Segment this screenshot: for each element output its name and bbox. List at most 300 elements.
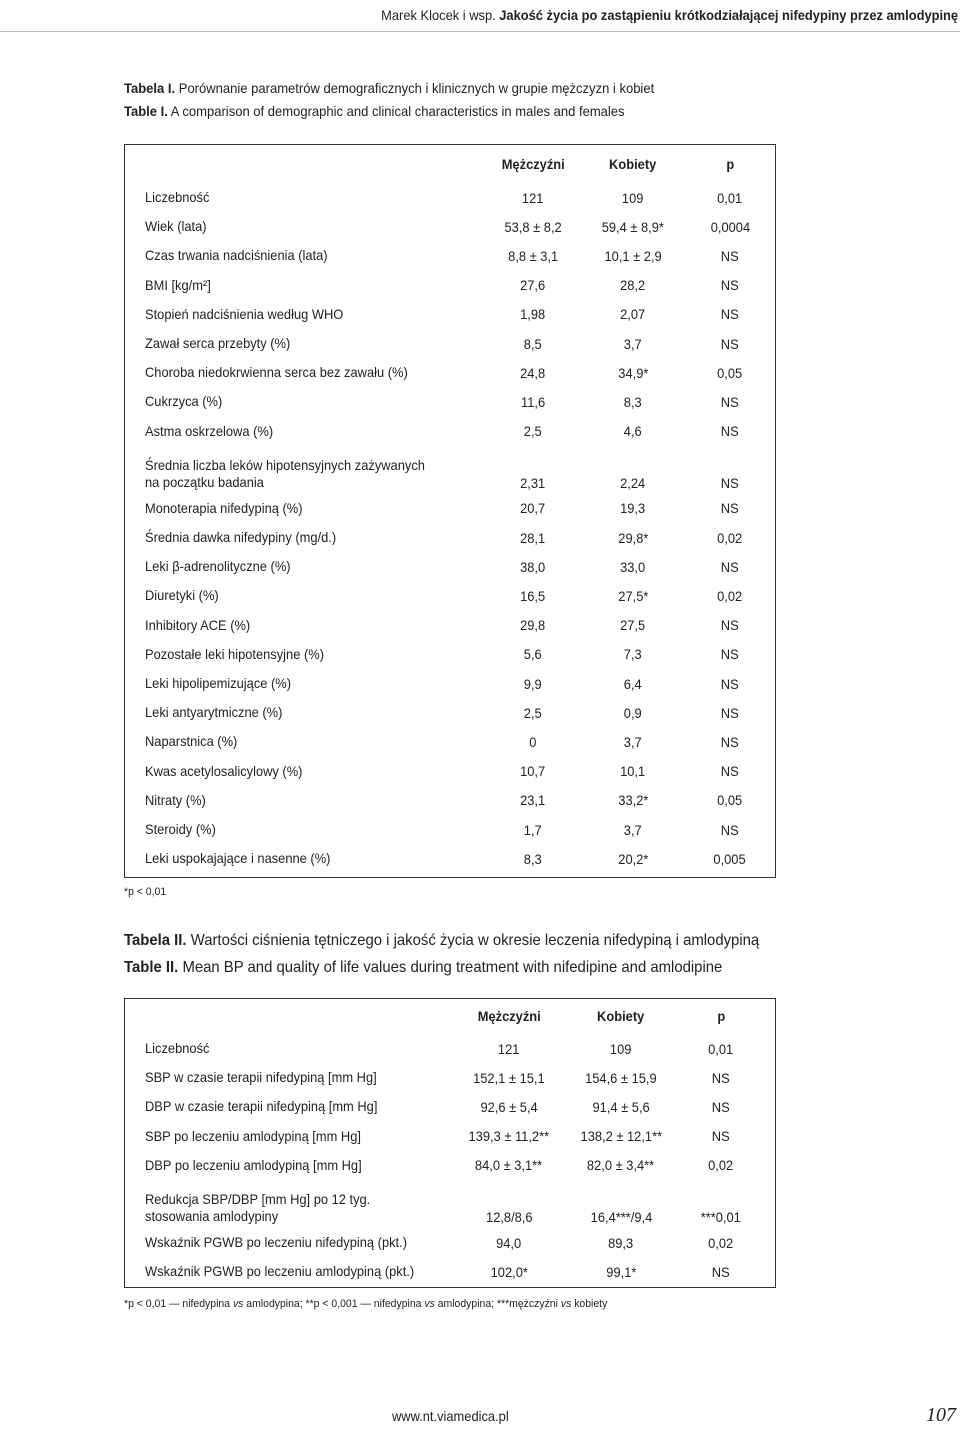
table1-cell-women xyxy=(577,786,689,815)
table2-row xyxy=(125,1228,775,1257)
table1-cell-women-text: 0,9 xyxy=(624,704,642,721)
table1-row xyxy=(125,387,775,416)
table1-row-label-line2: na początku badania xyxy=(145,473,264,490)
table1-row-label-text: Monoterapia nifedypiną (%) xyxy=(145,499,303,516)
table1-row xyxy=(125,757,775,786)
table1-row xyxy=(125,417,775,446)
table1-cell-p-text: 0,05 xyxy=(717,792,743,809)
table1-cell-p xyxy=(685,183,775,212)
table2-cell-women-text: 138,2 ± 12,1** xyxy=(580,1128,662,1145)
table2-row-label-text: SBP po leczeniu amlodypiną [mm Hg] xyxy=(145,1127,361,1144)
table2-row-label xyxy=(145,1151,465,1180)
table2-cell-men xyxy=(445,1151,573,1180)
page-number: 107 xyxy=(926,1404,956,1426)
table1-cell-men-text: 121 xyxy=(522,189,544,206)
table1-row xyxy=(125,552,775,581)
table2-row-label-text: Wskaźnik PGWB po leczeniu amlodypiną (pkt.) xyxy=(145,1263,415,1280)
table1-cell-women xyxy=(577,611,689,640)
table1-cell-men-text: 11,6 xyxy=(520,393,546,410)
table1-cell-men-text: 23,1 xyxy=(520,792,546,809)
table2-cell-women-text: 99,1* xyxy=(605,1263,637,1280)
table2-row xyxy=(125,1122,775,1151)
table1-cell-women xyxy=(577,757,689,786)
table1-cell-p-text: NS xyxy=(721,763,739,780)
table1-row-label xyxy=(145,494,465,523)
table1-cell-men-text: 24,8 xyxy=(520,364,546,381)
table1-row xyxy=(125,271,775,300)
table2-cell-p xyxy=(675,1063,767,1092)
table1-row-label xyxy=(145,300,465,329)
table1 xyxy=(124,144,776,878)
table1-cell-women-text: 3,7 xyxy=(624,335,642,352)
table2-caption-pl-text: Wartości ciśnienia tętniczego i jakość życia w okresie leczenia nifedypiną i amlodypiną xyxy=(190,932,760,949)
table2-cell-men xyxy=(445,1180,573,1228)
table1-row xyxy=(125,523,775,552)
table1-row-label-text: Pozostałe leki hipotensyjne (%) xyxy=(145,645,324,662)
table1-row-label xyxy=(145,757,465,786)
table1-cell-women-text: 27,5 xyxy=(620,617,646,634)
table1-row-label-text: Kwas acetylosalicylowy (%) xyxy=(145,762,303,779)
table1-cell-women xyxy=(577,698,689,727)
table1-row-label xyxy=(145,417,465,446)
table1-cell-p xyxy=(685,523,775,552)
table2-cell-men-text: 121 xyxy=(498,1040,520,1057)
table2-caption-pl xyxy=(124,929,759,953)
table1-cell-p-text: NS xyxy=(721,335,739,352)
table2-cell-women xyxy=(561,1122,681,1151)
table1-cell-women-text: 33,0 xyxy=(620,558,646,575)
table1-caption-en-text: A comparison of demographic and clinical characteristics in males and females xyxy=(170,103,625,119)
table1-cell-women xyxy=(577,523,689,552)
table1-row-label-text: Leki hipolipemizujące (%) xyxy=(145,675,292,692)
table1-row-label xyxy=(145,698,465,727)
table1-row-label xyxy=(145,669,465,698)
table1-row-label xyxy=(145,552,465,581)
table2-cell-men xyxy=(445,1257,573,1286)
table2-row-label xyxy=(145,1228,465,1257)
table2-header-col-p-text: p xyxy=(717,1007,725,1024)
table1-cell-women-text: 19,3 xyxy=(620,500,646,517)
table1-row xyxy=(125,329,775,358)
table2-row-label xyxy=(145,1257,465,1286)
table1-row xyxy=(125,698,775,727)
table1-row-label-text: Inhibitory ACE (%) xyxy=(145,616,251,633)
table1-row-label xyxy=(145,446,465,494)
table1-row-label xyxy=(145,815,465,844)
table1-cell-p-text: NS xyxy=(721,247,739,264)
table1-row-label xyxy=(145,727,465,756)
table1-cell-men-text: 20,7 xyxy=(520,500,546,517)
table1-cell-men-text: 53,8 ± 8,2 xyxy=(504,218,562,235)
table2-cell-women-text: 154,6 ± 15,9 xyxy=(585,1069,657,1086)
table1-cell-women xyxy=(577,271,689,300)
table1-row xyxy=(125,358,775,387)
table1-cell-men-text: 1,98 xyxy=(520,306,546,323)
table1-header-col-men-text: Mężczyźni xyxy=(501,155,565,172)
table1-cell-p-text: NS xyxy=(721,423,739,440)
table1-row-label-text: BMI [kg/m²] xyxy=(145,276,211,293)
table1-cell-p xyxy=(685,698,775,727)
table1-cell-p xyxy=(685,387,775,416)
table1-row-label-text: Steroidy (%) xyxy=(145,821,216,838)
table1-row-label-text: Leki β-adrenolityczne (%) xyxy=(145,558,291,575)
table1-row xyxy=(125,241,775,270)
table2-cell-men-text: 152,1 ± 15,1 xyxy=(473,1069,545,1086)
table2-cell-men-text: 12,8/8,6 xyxy=(485,1209,533,1225)
table1-cell-women xyxy=(577,329,689,358)
table1-cell-men-text: 10,7 xyxy=(520,763,546,780)
table2-cell-p-text: NS xyxy=(712,1263,730,1280)
table2-row-label-line2: stosowania amlodypiny xyxy=(145,1208,279,1224)
footnote-vs: vs xyxy=(424,1298,435,1310)
table1-cell-p xyxy=(685,844,775,873)
table2-cell-p xyxy=(675,1257,767,1286)
running-head-title: Jakość życia po zastąpieniu krótkodziałającej nifedypiny przez amlodypinę xyxy=(499,7,958,23)
table2-cell-p-text: 0,02 xyxy=(708,1157,734,1174)
header-divider xyxy=(0,31,960,32)
table2-cell-p-text: ***0,01 xyxy=(700,1209,742,1225)
table2-cell-men-text: 102,0* xyxy=(490,1263,528,1280)
table1-cell-p xyxy=(685,757,775,786)
table2-row-label xyxy=(145,1122,465,1151)
table1-cell-p xyxy=(685,581,775,610)
table2-cell-women xyxy=(561,1228,681,1257)
table2-cell-women-text: 91,4 ± 5,6 xyxy=(592,1098,650,1115)
table1-cell-p xyxy=(685,640,775,669)
table1-cell-men-text: 16,5 xyxy=(520,587,546,604)
table1-row-label xyxy=(145,241,465,270)
table2-cell-men xyxy=(445,1063,573,1092)
table2-row xyxy=(125,1034,775,1063)
table1-cell-men-text: 1,7 xyxy=(524,821,542,838)
table2-cell-p xyxy=(675,1180,767,1228)
table1-cell-women xyxy=(577,494,689,523)
table1-row-label-text: Zawał serca przebyty (%) xyxy=(145,335,291,352)
table2-cell-men xyxy=(445,1034,573,1063)
table2-cell-men-text: 94,0 xyxy=(496,1234,522,1251)
table2-cell-women xyxy=(561,1257,681,1286)
table1-row-label xyxy=(145,358,465,387)
table1-cell-women xyxy=(577,727,689,756)
table1-cell-p xyxy=(685,329,775,358)
table1-cell-p-text: 0,02 xyxy=(717,587,743,604)
table2-cell-men xyxy=(445,1092,573,1121)
table1-cell-p xyxy=(685,815,775,844)
table1-cell-p xyxy=(685,271,775,300)
table1-row-label xyxy=(145,581,465,610)
table2-cell-women xyxy=(561,1151,681,1180)
table1-cell-women xyxy=(577,387,689,416)
table1-row-label xyxy=(145,329,465,358)
table1-cell-women-text: 10,1 ± 2,9 xyxy=(604,247,662,264)
table1-row-label xyxy=(145,786,465,815)
table1-row-label xyxy=(145,611,465,640)
table1-row-label-text: Leki uspokajające i nasenne (%) xyxy=(145,850,331,867)
table1-cell-men-text: 9,9 xyxy=(524,675,542,692)
table1-cell-p-text: NS xyxy=(721,474,739,491)
table1-cell-women xyxy=(577,241,689,270)
table2-row-label-text: Wskaźnik PGWB po leczeniu nifedypiną (pkt.) xyxy=(145,1234,407,1251)
table1-cell-women-text: 59,4 ± 8,9* xyxy=(601,218,665,235)
table1-cell-women xyxy=(577,446,689,494)
table1-cell-men-text: 0 xyxy=(529,733,537,750)
table2-row xyxy=(125,1151,775,1180)
table1-cell-men-text: 8,8 ± 3,1 xyxy=(507,247,559,264)
table1-cell-women xyxy=(577,669,689,698)
table2-cell-p-text: NS xyxy=(712,1098,730,1115)
table1-row-label-text: Stopień nadciśnienia według WHO xyxy=(145,305,344,322)
table1-header-col-p-text: p xyxy=(726,155,734,172)
table2-header-col-p xyxy=(675,1001,767,1030)
table1-cell-women-text: 29,8* xyxy=(617,529,649,546)
table2-cell-women-text: 109 xyxy=(610,1040,632,1057)
table1-cell-women-text: 10,1 xyxy=(620,763,646,780)
table1-row-label-text: Średnia dawka nifedypiny (mg/d.) xyxy=(145,529,337,546)
table1-cell-p xyxy=(685,494,775,523)
footnote-part: amlodypina; **p < 0,001 — nifedypina xyxy=(243,1298,425,1310)
table1-row xyxy=(125,494,775,523)
table1-cell-women-text: 2,24 xyxy=(620,474,646,491)
footnote-vs: vs xyxy=(560,1298,572,1310)
table1-cell-women xyxy=(577,183,689,212)
table2-row-label-text: Redukcja SBP/DBP [mm Hg] po 12 tyg. xyxy=(145,1191,371,1207)
table1-cell-women-text: 20,2* xyxy=(617,850,649,867)
table1-row xyxy=(125,669,775,698)
table2-cell-p xyxy=(675,1092,767,1121)
table1-cell-p-text: NS xyxy=(721,617,739,634)
table1-cell-p-text: NS xyxy=(721,277,739,294)
table1-header-col-p xyxy=(685,149,775,178)
table1-row xyxy=(125,844,775,873)
table1-row-label xyxy=(145,523,465,552)
table2-row-label xyxy=(145,1034,465,1063)
table1-row-label-text: Astma oskrzelowa (%) xyxy=(145,422,274,439)
table1-row-label-text: Średnia liczba leków hipotensyjnych zażywanych xyxy=(145,456,425,473)
table1-row-label xyxy=(145,387,465,416)
table1-row xyxy=(125,300,775,329)
table1-caption-pl xyxy=(124,78,654,98)
table1-cell-p xyxy=(685,300,775,329)
footnote-part: amlodypina; ***mężczyźni xyxy=(434,1298,561,1310)
table2-caption-en-text: Mean BP and quality of life values during treatment with nifedipine and amlodipine xyxy=(182,959,723,976)
table1-cell-women-text: 7,3 xyxy=(624,646,642,663)
table1-cell-p-text: NS xyxy=(721,733,739,750)
table2-header-col-men-text: Mężczyźni xyxy=(477,1007,541,1024)
table1-cell-p-text: 0,01 xyxy=(717,189,743,206)
table1-cell-p xyxy=(685,358,775,387)
table1-cell-p xyxy=(685,727,775,756)
table1-row-label-text: Nitraty (%) xyxy=(145,791,206,808)
table2-label-en: Table II. xyxy=(124,959,179,976)
table1-cell-women-text: 3,7 xyxy=(624,821,642,838)
table2-row-label-text: SBP w czasie terapii nifedypiną [mm Hg] xyxy=(145,1069,377,1086)
table1-cell-p-text: NS xyxy=(721,500,739,517)
table2-cell-women xyxy=(561,1034,681,1063)
table2-row-label xyxy=(145,1180,465,1228)
table1-cell-p-text: NS xyxy=(721,558,739,575)
table1-row xyxy=(125,611,775,640)
table2-header-col-men xyxy=(445,1001,573,1030)
table2-row xyxy=(125,1257,775,1286)
table2-cell-women xyxy=(561,1063,681,1092)
table2-cell-p xyxy=(675,1228,767,1257)
table2-row xyxy=(125,1063,775,1092)
table1-row xyxy=(125,640,775,669)
table1-cell-p xyxy=(685,669,775,698)
footnote-part: kobiety xyxy=(571,1298,608,1310)
table1-cell-women-text: 27,5* xyxy=(617,587,649,604)
table2-row xyxy=(125,1180,775,1228)
table1-cell-p-text: NS xyxy=(721,675,739,692)
table1-cell-p xyxy=(685,611,775,640)
table2-cell-p-text: 0,02 xyxy=(708,1234,734,1251)
table1-cell-p-text: 0,0004 xyxy=(710,218,750,235)
table1-cell-women xyxy=(577,212,689,241)
table1-row-label-text: Liczebność xyxy=(145,189,210,206)
table2-cell-men-text: 139,3 ± 11,2** xyxy=(468,1128,550,1145)
table1-row xyxy=(125,815,775,844)
table2-header-col-women-text: Kobiety xyxy=(597,1007,645,1024)
table1-caption-pl-text: Porównanie parametrów demograficznych i klinicznych w grupie mężczyzn i kobiet xyxy=(178,80,655,96)
table1-row xyxy=(125,581,775,610)
footer-url: www.nt.viamedica.pl xyxy=(392,1408,509,1424)
table1-cell-women-text: 8,3 xyxy=(624,393,642,410)
table2-cell-p xyxy=(675,1034,767,1063)
table2-footnote xyxy=(124,1298,607,1310)
table1-cell-women-text: 109 xyxy=(622,189,644,206)
table1-row-label xyxy=(145,271,465,300)
table1-cell-women-text: 2,07 xyxy=(620,306,646,323)
table2-cell-women xyxy=(561,1092,681,1121)
table1-cell-women-text: 28,2 xyxy=(620,277,646,294)
table2-cell-women-text: 89,3 xyxy=(608,1234,634,1251)
table1-row-label xyxy=(145,212,465,241)
table1-cell-p-text: NS xyxy=(721,704,739,721)
table2-row-label-text: Liczebność xyxy=(145,1040,210,1057)
table1-cell-p-text: NS xyxy=(721,393,739,410)
table1-cell-women xyxy=(577,300,689,329)
table2 xyxy=(124,998,776,1288)
table2-cell-men-text: 92,6 ± 5,4 xyxy=(480,1098,538,1115)
table1-cell-men-text: 29,8 xyxy=(520,617,546,634)
table1-row-label-text: Leki antyarytmiczne (%) xyxy=(145,704,283,721)
table1-cell-women-text: 33,2* xyxy=(617,792,649,809)
table1-cell-men-text: 2,31 xyxy=(520,474,546,491)
table1-row-label-text: Czas trwania nadciśnienia (lata) xyxy=(145,247,328,264)
table1-cell-p xyxy=(685,552,775,581)
table1-row-label xyxy=(145,183,465,212)
table2-row xyxy=(125,1092,775,1121)
table1-cell-men-text: 2,5 xyxy=(524,704,542,721)
table1-cell-women xyxy=(577,358,689,387)
table2-cell-p-text: NS xyxy=(712,1069,730,1086)
table1-row-label-text: Cukrzyca (%) xyxy=(145,393,223,410)
table1-row xyxy=(125,727,775,756)
table1-cell-p xyxy=(685,212,775,241)
table2-row-label xyxy=(145,1063,465,1092)
table1-cell-p xyxy=(685,241,775,270)
table1-row-label xyxy=(145,640,465,669)
table1-label-pl: Tabela I. xyxy=(124,80,176,96)
table2-cell-women xyxy=(561,1180,681,1228)
table2-header-row xyxy=(125,1001,775,1030)
table2-cell-p-text: 0,01 xyxy=(708,1040,734,1057)
table2-cell-p xyxy=(675,1122,767,1151)
table2-header-col-women xyxy=(561,1001,681,1030)
running-head xyxy=(381,4,958,26)
table1-cell-women-text: 34,9* xyxy=(617,364,649,381)
table1-cell-men-text: 5,6 xyxy=(524,646,542,663)
table2-cell-men xyxy=(445,1122,573,1151)
table1-cell-p-text: NS xyxy=(721,306,739,323)
table1-cell-p-text: NS xyxy=(721,821,739,838)
table1-cell-women xyxy=(577,640,689,669)
table2-cell-women-text: 82,0 ± 3,4** xyxy=(587,1157,655,1174)
table1-cell-p xyxy=(685,446,775,494)
table2-label-pl: Tabela II. xyxy=(124,932,187,949)
table1-cell-women xyxy=(577,581,689,610)
table2-row-label-text: DBP w czasie terapii nifedypiną [mm Hg] xyxy=(145,1098,378,1115)
footnote-part: *p < 0,01 — nifedypina xyxy=(124,1298,233,1310)
table1-cell-men-text: 2,5 xyxy=(524,423,542,440)
table1-cell-women-text: 6,4 xyxy=(624,675,642,692)
table1-row xyxy=(125,183,775,212)
table1-cell-p xyxy=(685,417,775,446)
table2-cell-p-text: NS xyxy=(712,1128,730,1145)
table2-cell-men xyxy=(445,1228,573,1257)
table2-cell-women-text: 16,4***/9,4 xyxy=(590,1209,652,1225)
table1-header-row xyxy=(125,149,775,178)
table1-cell-men-text: 8,3 xyxy=(524,850,542,867)
table1-row-label-text: Diuretyki (%) xyxy=(145,587,219,604)
table1-cell-men-text: 8,5 xyxy=(524,335,542,352)
table1-footnote: *p < 0,01 xyxy=(124,886,167,898)
table1-cell-women xyxy=(577,552,689,581)
table1-cell-women xyxy=(577,815,689,844)
table1-caption-en xyxy=(124,101,625,121)
table2-row-label xyxy=(145,1092,465,1121)
table1-cell-women xyxy=(577,417,689,446)
table1-cell-women-text: 4,6 xyxy=(624,423,642,440)
table1-header-col-women-text: Kobiety xyxy=(609,155,657,172)
table1-row xyxy=(125,212,775,241)
table1-cell-p-text: 0,05 xyxy=(717,364,743,381)
footnote-vs: vs xyxy=(232,1298,244,1310)
table1-cell-women-text: 3,7 xyxy=(624,733,642,750)
running-head-authors: Marek Klocek i wsp. xyxy=(381,7,496,23)
table1-header-col-women xyxy=(577,149,689,178)
table1-cell-p-text: 0,02 xyxy=(717,529,743,546)
table1-row-label-text: Choroba niedokrwienna serca bez zawału (%) xyxy=(145,364,408,381)
table1-row-label-text: Naparstnica (%) xyxy=(145,733,238,750)
table1-cell-men-text: 27,6 xyxy=(520,277,546,294)
table1-row xyxy=(125,786,775,815)
table2-row-label-text: DBP po leczeniu amlodypiną [mm Hg] xyxy=(145,1156,362,1173)
table1-row-label-text: Wiek (lata) xyxy=(145,218,207,235)
table1-cell-p-text: NS xyxy=(721,646,739,663)
table2-cell-p xyxy=(675,1151,767,1180)
table1-cell-p-text: 0,005 xyxy=(713,850,747,867)
table2-cell-men-text: 84,0 ± 3,1** xyxy=(475,1157,543,1174)
table1-row-label xyxy=(145,844,465,873)
table1-cell-p xyxy=(685,786,775,815)
table1-label-en: Table I. xyxy=(124,103,168,119)
table1-cell-men-text: 28,1 xyxy=(520,529,546,546)
table1-cell-women xyxy=(577,844,689,873)
table1-row xyxy=(125,446,775,494)
table1-cell-men-text: 38,0 xyxy=(520,558,546,575)
table2-caption-en xyxy=(124,956,722,980)
